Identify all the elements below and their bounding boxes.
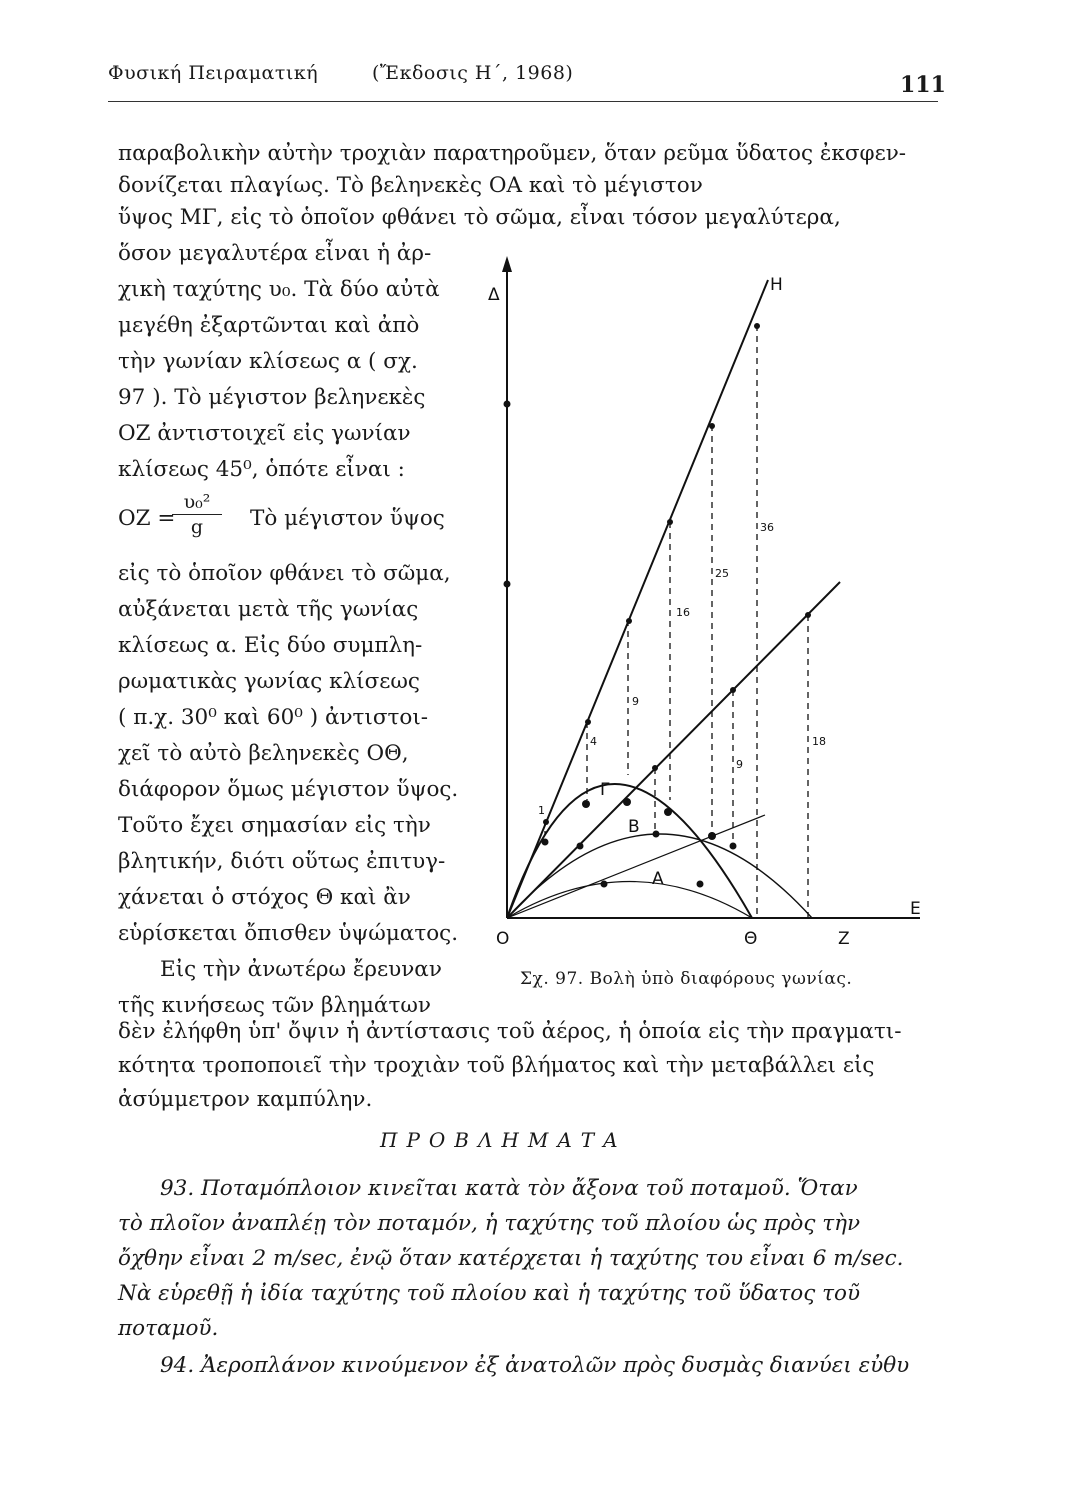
problem-line: ὄχθην εἶναι 2 m/sec, ἐνῷ ὅταν κατέρχεται ἡ ταχύτης του εἶναι 6 m/sec. — [118, 1246, 904, 1271]
formula-fraction — [172, 490, 222, 539]
column-line: ΟΖ ἀντιστοιχεῖ εἰς γωνίαν — [118, 421, 411, 446]
figure-caption: Σχ. 97. Βολὴ ὑπὸ διαφόρους γωνίας. — [520, 969, 853, 989]
problem-line: Νὰ εὑρεθῇ ἡ ἰδία ταχύτης τοῦ πλοίου καὶ ἡ ταχύτης τοῦ ὕδατος τοῦ — [118, 1281, 861, 1306]
text-line: παραβολικὴν αὐτὴν τροχιὰν παρατηροῦμεν, ὅταν ρεῦμα ὕδατος ἐκσφεν- — [118, 141, 907, 166]
column-line: τὴν γωνίαν κλίσεως α ( σχ. — [118, 349, 418, 374]
column-line: Τὸ μέγιστον ὕψος — [250, 506, 445, 531]
column-line: εἰς τὸ ὁποῖον φθάνει τὸ σῶμα, — [118, 561, 451, 586]
origin-label: Ο — [496, 929, 510, 949]
column-line: μεγέθη ἐξαρτῶνται καὶ ἀπὸ — [118, 313, 420, 338]
running-title: Φυσική Πειραματική — [108, 62, 319, 84]
column-line: Τοῦτο ἔχει σημασίαν εἰς τὴν — [118, 813, 431, 838]
column-line: κλίσεως 45⁰, ὁπότε εἶναι : — [118, 457, 405, 482]
column-line: εὑρίσκεται ὄπισθεν ὑψώματος. — [118, 921, 459, 946]
text-line: κότητα τροποποιεῖ τὴν τροχιὰν τοῦ βλήματος καὶ τὴν μεταβάλλει εἰς — [118, 1053, 875, 1078]
medium-launch-line — [507, 582, 840, 918]
text-line: ἀσύμμετρον καμπύλην. — [118, 1087, 373, 1112]
column-line: διάφορον ὅμως μέγιστον ὕψος. — [118, 777, 459, 802]
header-rule — [108, 101, 938, 102]
column-line: τῆς κινήσεως τῶν βλημάτων — [118, 993, 431, 1018]
page-number: 111 — [900, 72, 946, 98]
column-line: κλίσεως α. Εἰς δύο συμπλη- — [118, 633, 423, 658]
projectile-figure — [480, 250, 940, 950]
column-line: χεῖ τὸ αὐτὸ βεληνεκὲς ΟΘ, — [118, 741, 409, 766]
column-line: ( π.χ. 30⁰ καὶ 60⁰ ) ἀντιστοι- — [118, 705, 429, 730]
problem-line: 94. Ἀεροπλάνον κινούμενον ἐξ ἀνατολῶν πρὸς δυσμὰς διανύει εὐθυ — [160, 1353, 910, 1378]
steep-line-label: Η — [770, 275, 783, 295]
column-line: χικὴ ταχύτης υ₀. Τὰ δύο αὐτὰ — [118, 277, 440, 302]
trajectory-points — [504, 323, 812, 888]
formula-lhs: ΟΖ = — [118, 506, 176, 531]
zeta-label: Ζ — [838, 929, 850, 949]
column-line: ρωματικὰς γωνίας κλίσεως — [118, 669, 420, 694]
column-line: βλητικήν, διότι οὕτως ἐπιτυγ- — [118, 849, 446, 874]
height-label: 36 — [760, 521, 774, 534]
theta-label: Θ — [744, 929, 758, 949]
problem-line: 93. Ποταμόπλοιον κινεῖται κατὰ τὸν ἄξονα τοῦ ποταμοῦ. Ὅταν — [160, 1176, 858, 1201]
column-line: Εἰς τὴν ἀνωτέρω ἔρευναν — [160, 957, 442, 982]
curve-label-mid: Β — [628, 817, 640, 837]
formula-numerator: υ₀² — [172, 490, 222, 515]
column-line: ὅσον μεγαλυτέρα εἶναι ἡ ἀρ- — [118, 241, 432, 266]
column-line: χάνεται ὁ στόχος Θ καὶ ἂν — [118, 885, 411, 910]
curve-label-high: Γ — [600, 780, 610, 800]
height-label: 1 — [538, 804, 545, 817]
dashed-drops — [545, 325, 808, 918]
vertical-axis-arrow — [502, 256, 512, 272]
text-line: ὕψος ΜΓ, εἰς τὸ ὁποῖον φθάνει τὸ σῶμα, εἶναι τόσον μεγαλύτερα, — [118, 205, 841, 230]
column-line: αὐξάνεται μετὰ τῆς γωνίας — [118, 597, 419, 622]
height-label: 25 — [715, 567, 729, 580]
curve-label-low: Α — [652, 869, 664, 889]
height-label: 9 — [632, 695, 639, 708]
axis-label-delta: Δ — [488, 285, 500, 305]
problem-line: τὸ πλοῖον ἀναπλέῃ τὸν ποταμόν, ἡ ταχύτης τοῦ πλοίου ὡς πρὸς τὴν — [118, 1211, 861, 1236]
trajectory-low — [507, 882, 752, 919]
problem-line: ποταμοῦ. — [118, 1316, 219, 1341]
axis-label-epsilon: Ε — [910, 899, 921, 919]
text-line: δὲν ἐλήφθη ὑπ' ὄψιν ἡ ἀντίστασις τοῦ ἀέρος, ἡ ὁποία εἰς τὴν πραγματι- — [118, 1019, 902, 1044]
edition-label: (Ἔκδοσις Η΄, 1968) — [372, 62, 574, 84]
height-label: 4 — [590, 735, 597, 748]
height-label: 16 — [676, 606, 690, 619]
column-line: 97 ). Τὸ μέγιστον βεληνεκὲς — [118, 385, 426, 410]
text-line: δονίζεται πλαγίως. Τὸ βεληνεκὲς ΟΑ καὶ τὸ μέγιστον — [118, 173, 703, 198]
section-heading: ΠΡΟΒΛΗΜΑΤΑ — [380, 1128, 627, 1152]
height-label: 9 — [736, 758, 743, 771]
formula-denominator: g — [190, 516, 204, 538]
height-label: 18 — [812, 735, 826, 748]
